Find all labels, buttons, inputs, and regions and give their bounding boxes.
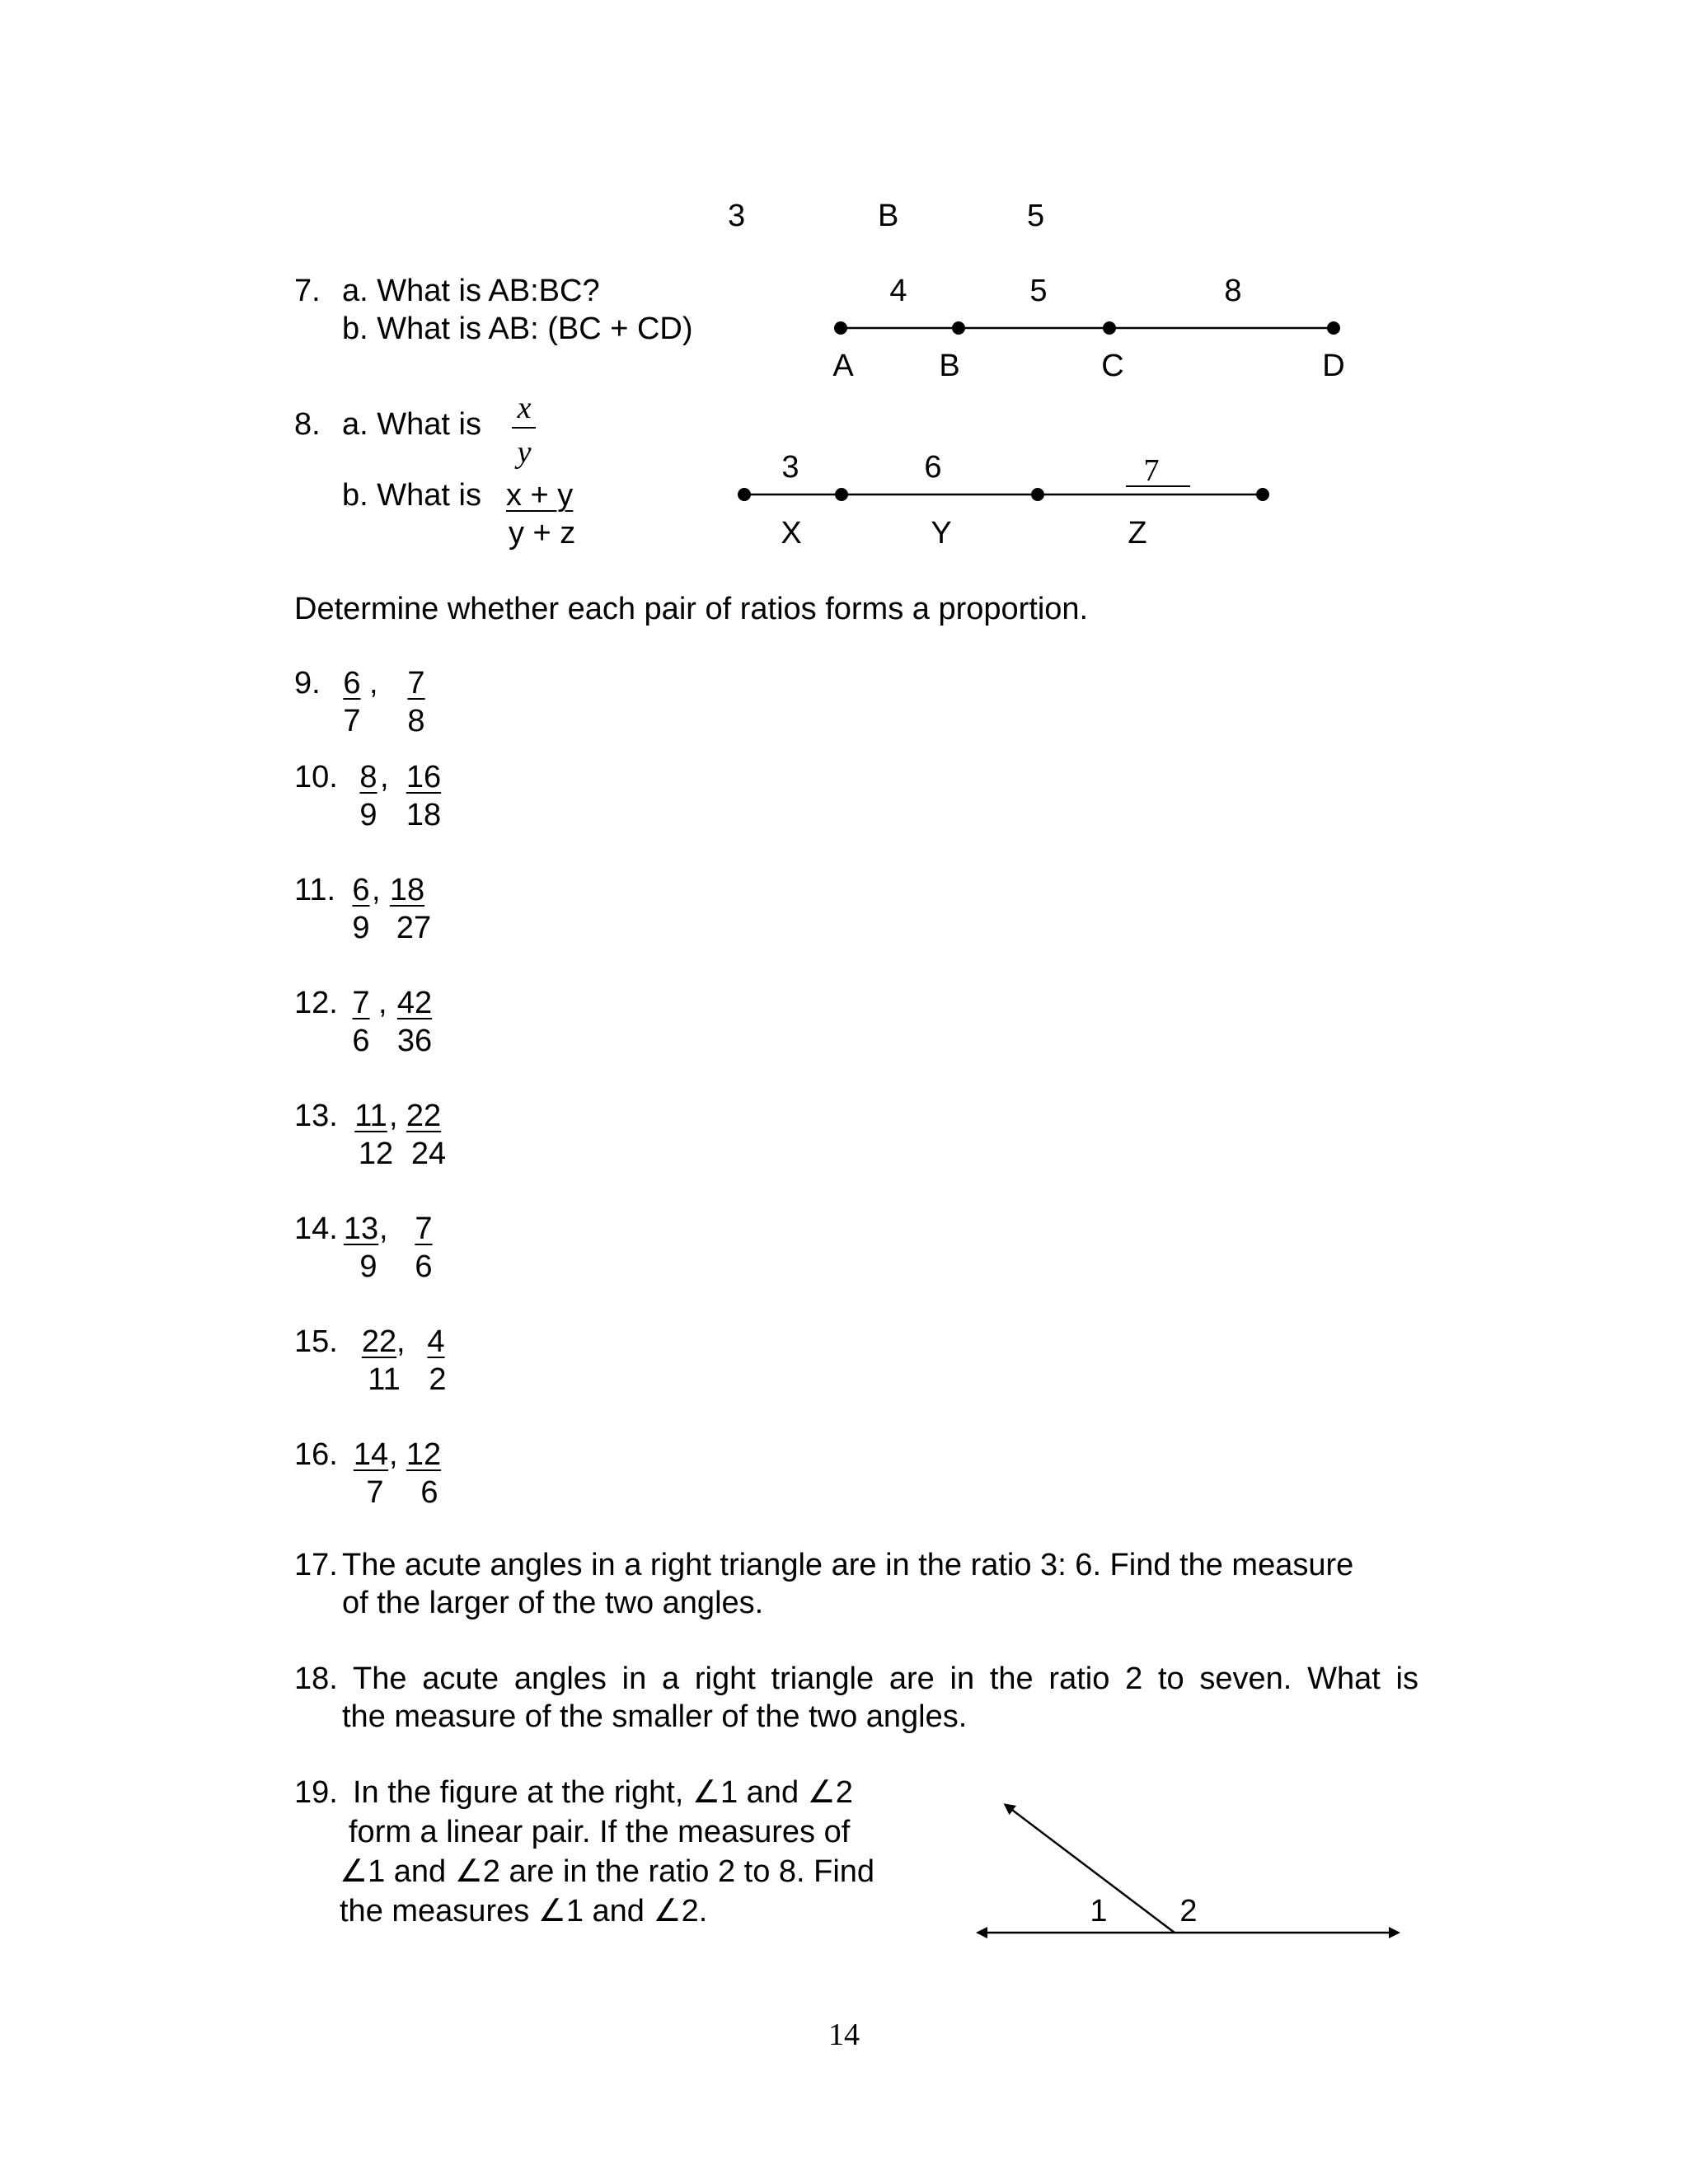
q8-label-y: Y — [931, 516, 952, 551]
q8-a-numerator: x — [517, 391, 532, 425]
problem-9-d2: 8 — [407, 704, 425, 738]
problem-12-n2: 42 — [396, 986, 433, 1020]
problem-11-comma: , — [372, 873, 381, 907]
problem-15-number: 15. — [294, 1324, 338, 1359]
q19-line-2: form a linear pair. If the measures of — [349, 1815, 851, 1849]
problem-14-number: 14. — [294, 1212, 338, 1246]
problem-16-comma: , — [389, 1437, 398, 1472]
q19-number: 19. — [294, 1775, 338, 1810]
q7-length-bc: 5 — [1029, 274, 1048, 308]
problem-11-d2: 27 — [396, 911, 432, 945]
q7-part-a: a. What is AB:BC? — [342, 274, 600, 308]
q17-line-2: of the larger of the two angles. — [342, 1586, 764, 1620]
problem-9-n2: 7 — [407, 666, 425, 701]
problem-9-number: 9. — [294, 666, 321, 701]
problem-9-d1: 7 — [343, 704, 361, 738]
page-number: 14 — [828, 2018, 860, 2052]
problem-14-n1: 13 — [343, 1212, 379, 1246]
problem-10-d1: 9 — [359, 798, 377, 832]
q18-line-1: The acute angles in a right triangle are in the ratio 2 to seven. What is — [353, 1661, 1418, 1696]
problem-13-n2: 22 — [406, 1099, 442, 1133]
problem-15-d1: 11 — [368, 1362, 401, 1397]
problem-12-d2: 36 — [396, 1024, 433, 1058]
q7-label-a: A — [832, 349, 854, 383]
q8-a-denominator: y — [517, 435, 532, 470]
q17-number: 17. — [294, 1548, 338, 1582]
problem-14-d2: 6 — [415, 1249, 433, 1284]
q8-length-x: 3 — [781, 450, 799, 485]
top-label-3: 3 — [728, 199, 746, 233]
problem-13-n1: 11 — [354, 1099, 387, 1133]
angle-1-label: 1 — [1090, 1894, 1108, 1929]
problem-10-number: 10. — [294, 760, 338, 794]
q17-line-1: The acute angles in a right triangle are in the ratio 3: 6. Find the measure — [342, 1548, 1354, 1582]
q7-part-b: b. What is AB: (BC + CD) — [342, 312, 693, 346]
problem-14-comma: , — [379, 1212, 388, 1246]
problem-13-comma: , — [389, 1099, 398, 1133]
problem-16-n1: 14 — [353, 1437, 389, 1472]
problem-15-comma: , — [396, 1324, 406, 1359]
problem-11-n2: 18 — [389, 873, 425, 907]
q8-label-z: Z — [1128, 516, 1147, 551]
problem-9-comma: , — [369, 666, 378, 701]
q8-part-a-prefix: a. What is — [342, 407, 481, 442]
q18-line-2: the measure of the smaller of the two angles. — [342, 1699, 968, 1734]
q8-length-y: 6 — [924, 450, 942, 485]
problem-10-n1: 8 — [359, 760, 377, 794]
problem-10-n2: 16 — [406, 760, 442, 794]
q7-label-d: D — [1322, 349, 1345, 383]
top-label-b: B — [878, 199, 899, 233]
angle-2-label: 2 — [1179, 1894, 1198, 1929]
problem-16-d1: 7 — [366, 1475, 384, 1510]
q7-length-cd: 8 — [1224, 274, 1242, 308]
problem-16-number: 16. — [294, 1437, 338, 1472]
problem-13-d1: 12 — [358, 1137, 394, 1171]
problem-15-n1: 22 — [361, 1324, 397, 1359]
q8-b-numerator: x + y — [506, 478, 574, 513]
problem-16-d2: 6 — [420, 1475, 438, 1510]
q19-line-1: In the figure at the right, ∠1 and ∠2 — [353, 1775, 853, 1810]
problem-13-number: 13. — [294, 1099, 338, 1133]
problem-15-d2: 2 — [429, 1362, 447, 1397]
q19-line-3: ∠1 and ∠2 are in the ratio 2 to 8. Find — [340, 1854, 875, 1889]
q7-number: 7. — [294, 274, 321, 308]
problem-14-n2: 7 — [415, 1212, 433, 1246]
q8-b-denominator: y + z — [509, 516, 576, 551]
problem-12-number: 12. — [294, 986, 338, 1020]
problem-11-n1: 6 — [352, 873, 370, 907]
problem-11-number: 11. — [294, 873, 336, 907]
q7-length-ab: 4 — [889, 274, 907, 308]
problem-10-d2: 18 — [406, 798, 442, 832]
problem-12-d1: 6 — [352, 1024, 370, 1058]
q19-line-4: the measures ∠1 and ∠2. — [340, 1894, 708, 1929]
problem-12-comma: , — [378, 986, 387, 1020]
q7-label-b: B — [939, 349, 960, 383]
problem-10-comma: , — [380, 760, 389, 794]
q8-label-x: X — [781, 516, 802, 551]
q18-number: 18. — [294, 1661, 338, 1696]
top-label-5: 5 — [1027, 199, 1045, 233]
instructions-text: Determine whether each pair of ratios forms a proportion. — [294, 592, 1089, 626]
q7-label-c: C — [1101, 349, 1124, 383]
problem-14-d1: 9 — [359, 1249, 377, 1284]
q8-number: 8. — [294, 407, 321, 442]
problem-9-n1: 6 — [343, 666, 361, 701]
problem-12-n1: 7 — [352, 986, 370, 1020]
problem-13-d2: 24 — [410, 1137, 447, 1171]
q8-part-b-prefix: b. What is — [342, 478, 481, 513]
problem-15-n2: 4 — [427, 1324, 445, 1359]
q8-length-z: 7 — [1143, 453, 1160, 488]
problem-11-d1: 9 — [352, 911, 370, 945]
problem-16-n2: 12 — [406, 1437, 442, 1472]
